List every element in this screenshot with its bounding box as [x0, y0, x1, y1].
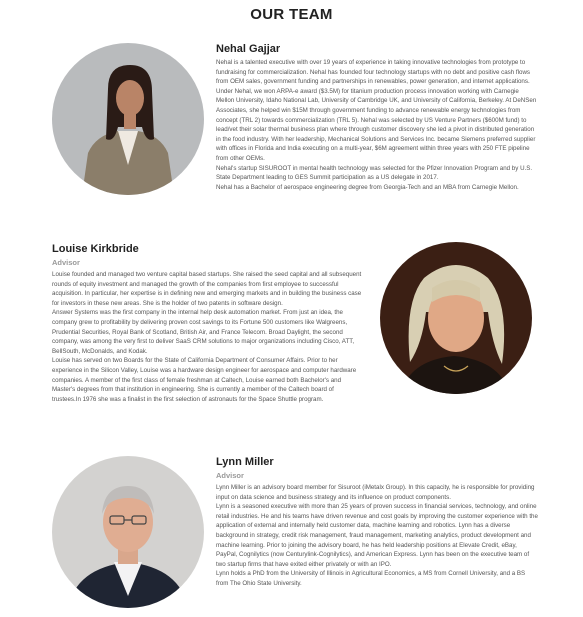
bio-paragraph: Nehal's startup SISUROOT in mental health technology was selected for the Pfizer Innovation Program and by U.S. State Department leading to GES Summit participation as a US delegate in 2017. — [216, 164, 533, 182]
member-photo-nehal — [52, 43, 204, 195]
member-role: Advisor — [52, 258, 80, 267]
bio-paragraph: Lynn is a seasoned executive with more than 25 years of proven success in financial services, technology, and online retail industries. He and his teams have driven revenue and cost goals by improving the customer experience with the application of external and internally held customer data, machine learning and robotics. Lynn has a diverse background in strategy, credit risk management, fraud management, marketing analytics, product development and machine learning. Prior to joining the advisory board, he has held leadership positions at Elevate Credit, eBay, PayPal, Cognilytics (now Centurylink-Cognilytics), and American Express. Lynn has been on the executive team of two startup firms that have exited either privately or with an IPO. — [216, 503, 538, 568]
bio-paragraph: Louise has served on two Boards for the State of California Department of Consumer Affairs. Prior to her experience in the Silicon Valley, Louise was a hardware design engineer for aerospace and computer hardware companies. A member of the first class of female freshman at Caltech, Louise earned both Bachelor's and Master's degrees from that institution in engineering. She is currently a member of the Caltech board of trustees.In 1976 she was a finalist in the first selection of astronauts for the Space Shuttle program. — [52, 357, 357, 403]
member-photo-lynn — [52, 456, 204, 608]
member-name: Lynn Miller — [216, 456, 274, 468]
bio-paragraph: Nehal has a Bachelor of aerospace engineering degree from Georgia-Tech and an MBA from Carnegie Mellon. — [216, 183, 519, 191]
bio-paragraph: Nehal is a talented executive with over 19 years of experience in taking innovative technologies from prototype to fundraising for commercialization. Nehal has founded four technology startups with no debt and positive cash flows from OEM sales, government funding and partnerships in renewables, power generation, and internet applications. Under Nehal, we won ARPA-e award ($3.5M) for titanium production process innovation working with Carnegie Mellon University, Idaho National Lab, University of Cambridge UK, and University of California, Berkeley. At DeNSen Associates, she helped win $15M through government funding to advance renewable energy technologies from concept (TRL 2) towards commercialization (TRL 5). Nehal was selected by US Venture Partners ($600M fund) to lead/vet their solar thermal business plan where through customer discovery she led a pivot in distributed generation in the food industry. With her leadership, Mechanical Solutions and Services Inc. became Siemens preferred supplier with offices in Florida and India executing on a multi-year, $6M agreement within three years with 250 FTE pipeline from other OEMs. — [216, 59, 537, 163]
bio-paragraph: Lynn Miller is an advisory board member for Sisuroot (iMetalx Group). In this capacity, he is responsible for providing input on data science and business strategy and its influence on product components. — [216, 484, 535, 501]
page-title: OUR TEAM — [250, 6, 333, 23]
member-name: Nehal Gajjar — [216, 43, 281, 55]
member-bio — [52, 270, 364, 405]
member-role: Advisor — [216, 471, 244, 480]
bio-paragraph: Louise founded and managed two venture capital based startups. She raised the seed capital and all subsequent rounds of equity investment and managed the growth of the companies from first employee to successful acquisition. In particular, her expertise is in defining new and emerging markets and in building the business case for investors in these new areas. She is the holder of two patents in software design. — [52, 271, 362, 307]
member-bio — [216, 483, 538, 589]
member-bio — [216, 58, 538, 193]
bio-paragraph: Lynn holds a PhD from the University of Illinois in Agricultural Economics, a MS from Cornell University, and a BS from The Ohio State University. — [216, 570, 526, 588]
member-photo-louise — [380, 242, 532, 394]
member-name: Louise Kirkbride — [52, 243, 139, 255]
bio-paragraph: Answer Systems was the first company in the internal help desk automation market. From just an idea, the company grew to profitability by delivering proven cost savings to its Fortune 500 customers like Walgreens, Prudential Securities, Royal Bank of Scotland, British Air, and France Telecom. Broad Daylight, the second company, was among the very first to deliver SaaS CRM solutions to major organizations including Cisco, ATT, BellSouth, McDonalds, and Kodak. — [52, 309, 355, 355]
